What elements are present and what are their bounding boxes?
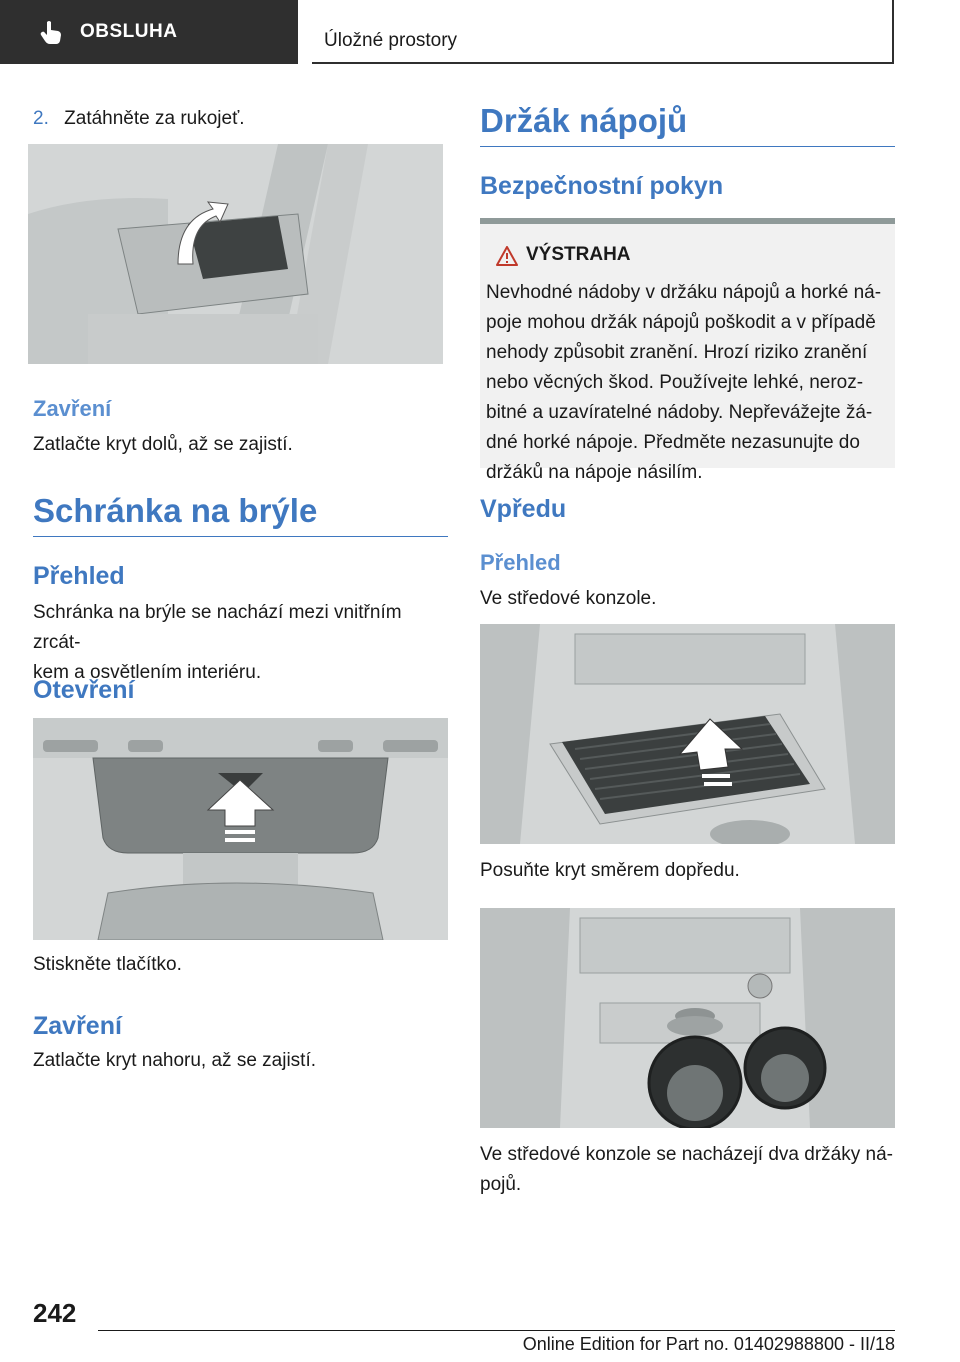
- warning-text: [486, 278, 886, 488]
- cover-caption: Posuňte kryt směrem dopředu.: [480, 860, 740, 881]
- warning-line: Nevhodné nádoby v držáku nápojů a horké ná-: [486, 282, 882, 303]
- glasses-close-heading: Zavření: [33, 1012, 122, 1040]
- cupholders-caption-line-1: Ve středové konzole se nacházejí dva držáky ná-: [480, 1144, 893, 1165]
- warning-line: nebo věcných škod. Používejte lehké, neroz-: [486, 372, 864, 393]
- safety-heading: Bezpečnostní pokyn: [480, 172, 724, 200]
- cupholders-caption: [480, 1140, 900, 1200]
- title-rule: [33, 536, 448, 537]
- close-heading: Zavření: [33, 396, 112, 421]
- warning-icon: [496, 246, 518, 266]
- glasses-compartment-title: Schránka na brýle: [33, 492, 318, 529]
- title-rule: [480, 146, 895, 147]
- chapter-title: Úložné prostory: [324, 30, 458, 51]
- figure-armrest-handle: [28, 144, 443, 364]
- glasses-close-text: Zatlačte kryt nahoru, až se zajistí.: [33, 1050, 317, 1071]
- glasses-overview-heading: Přehled: [33, 562, 125, 590]
- warning-line: držáků na nápoje násilím.: [486, 462, 703, 483]
- warning-label: VÝSTRAHA: [526, 244, 631, 265]
- hand-pointer-icon: [38, 18, 66, 46]
- figure-cupholders-open: [480, 908, 895, 1128]
- front-overview-heading: Přehled: [480, 550, 561, 575]
- glasses-overview-text: [33, 598, 453, 688]
- cupholders-caption-line-2: pojů.: [480, 1174, 522, 1195]
- warning-line: bitné a uzavíratelné nádoby. Nepřevážejte žá-: [486, 402, 873, 423]
- footer-rule: [98, 1330, 895, 1331]
- glasses-overview-line-2: kem a osvětlením interiéru.: [33, 662, 262, 683]
- figure-cupholder-cover: [480, 624, 895, 844]
- section-tab: [0, 0, 298, 64]
- close-text: Zatlačte kryt dolů, až se zajistí.: [33, 434, 293, 455]
- step-text: Zatáhněte za rukojeť.: [64, 108, 245, 129]
- edition-note: Online Edition for Part no. 01402988800 - II/18: [522, 1334, 895, 1354]
- section-title: OBSLUHA: [80, 21, 178, 42]
- glasses-overview-line-1: Schránka na brýle se nachází mezi vnitřním zrcát-: [33, 602, 402, 653]
- chapter-header: [312, 0, 894, 64]
- warning-line: dné horké nápoje. Předměte nezasunujte do: [486, 432, 860, 453]
- cupholder-title: Držák nápojů: [480, 102, 688, 139]
- glasses-open-heading: Otevření: [33, 676, 135, 704]
- page-number: 242: [33, 1298, 77, 1328]
- step-number: 2.: [33, 108, 49, 129]
- figure-glasses-button: [33, 718, 448, 940]
- step-item: [33, 104, 244, 134]
- front-heading: Vpředu: [480, 495, 567, 523]
- warning-box: [480, 218, 895, 483]
- front-overview-text: Ve středové konzole.: [480, 588, 657, 609]
- warning-line: poje mohou držák nápojů poškodit a v případě: [486, 312, 876, 333]
- glasses-open-caption: Stiskněte tlačítko.: [33, 954, 182, 975]
- warning-line: nehody způsobit zranění. Hrozí riziko zranění: [486, 342, 868, 363]
